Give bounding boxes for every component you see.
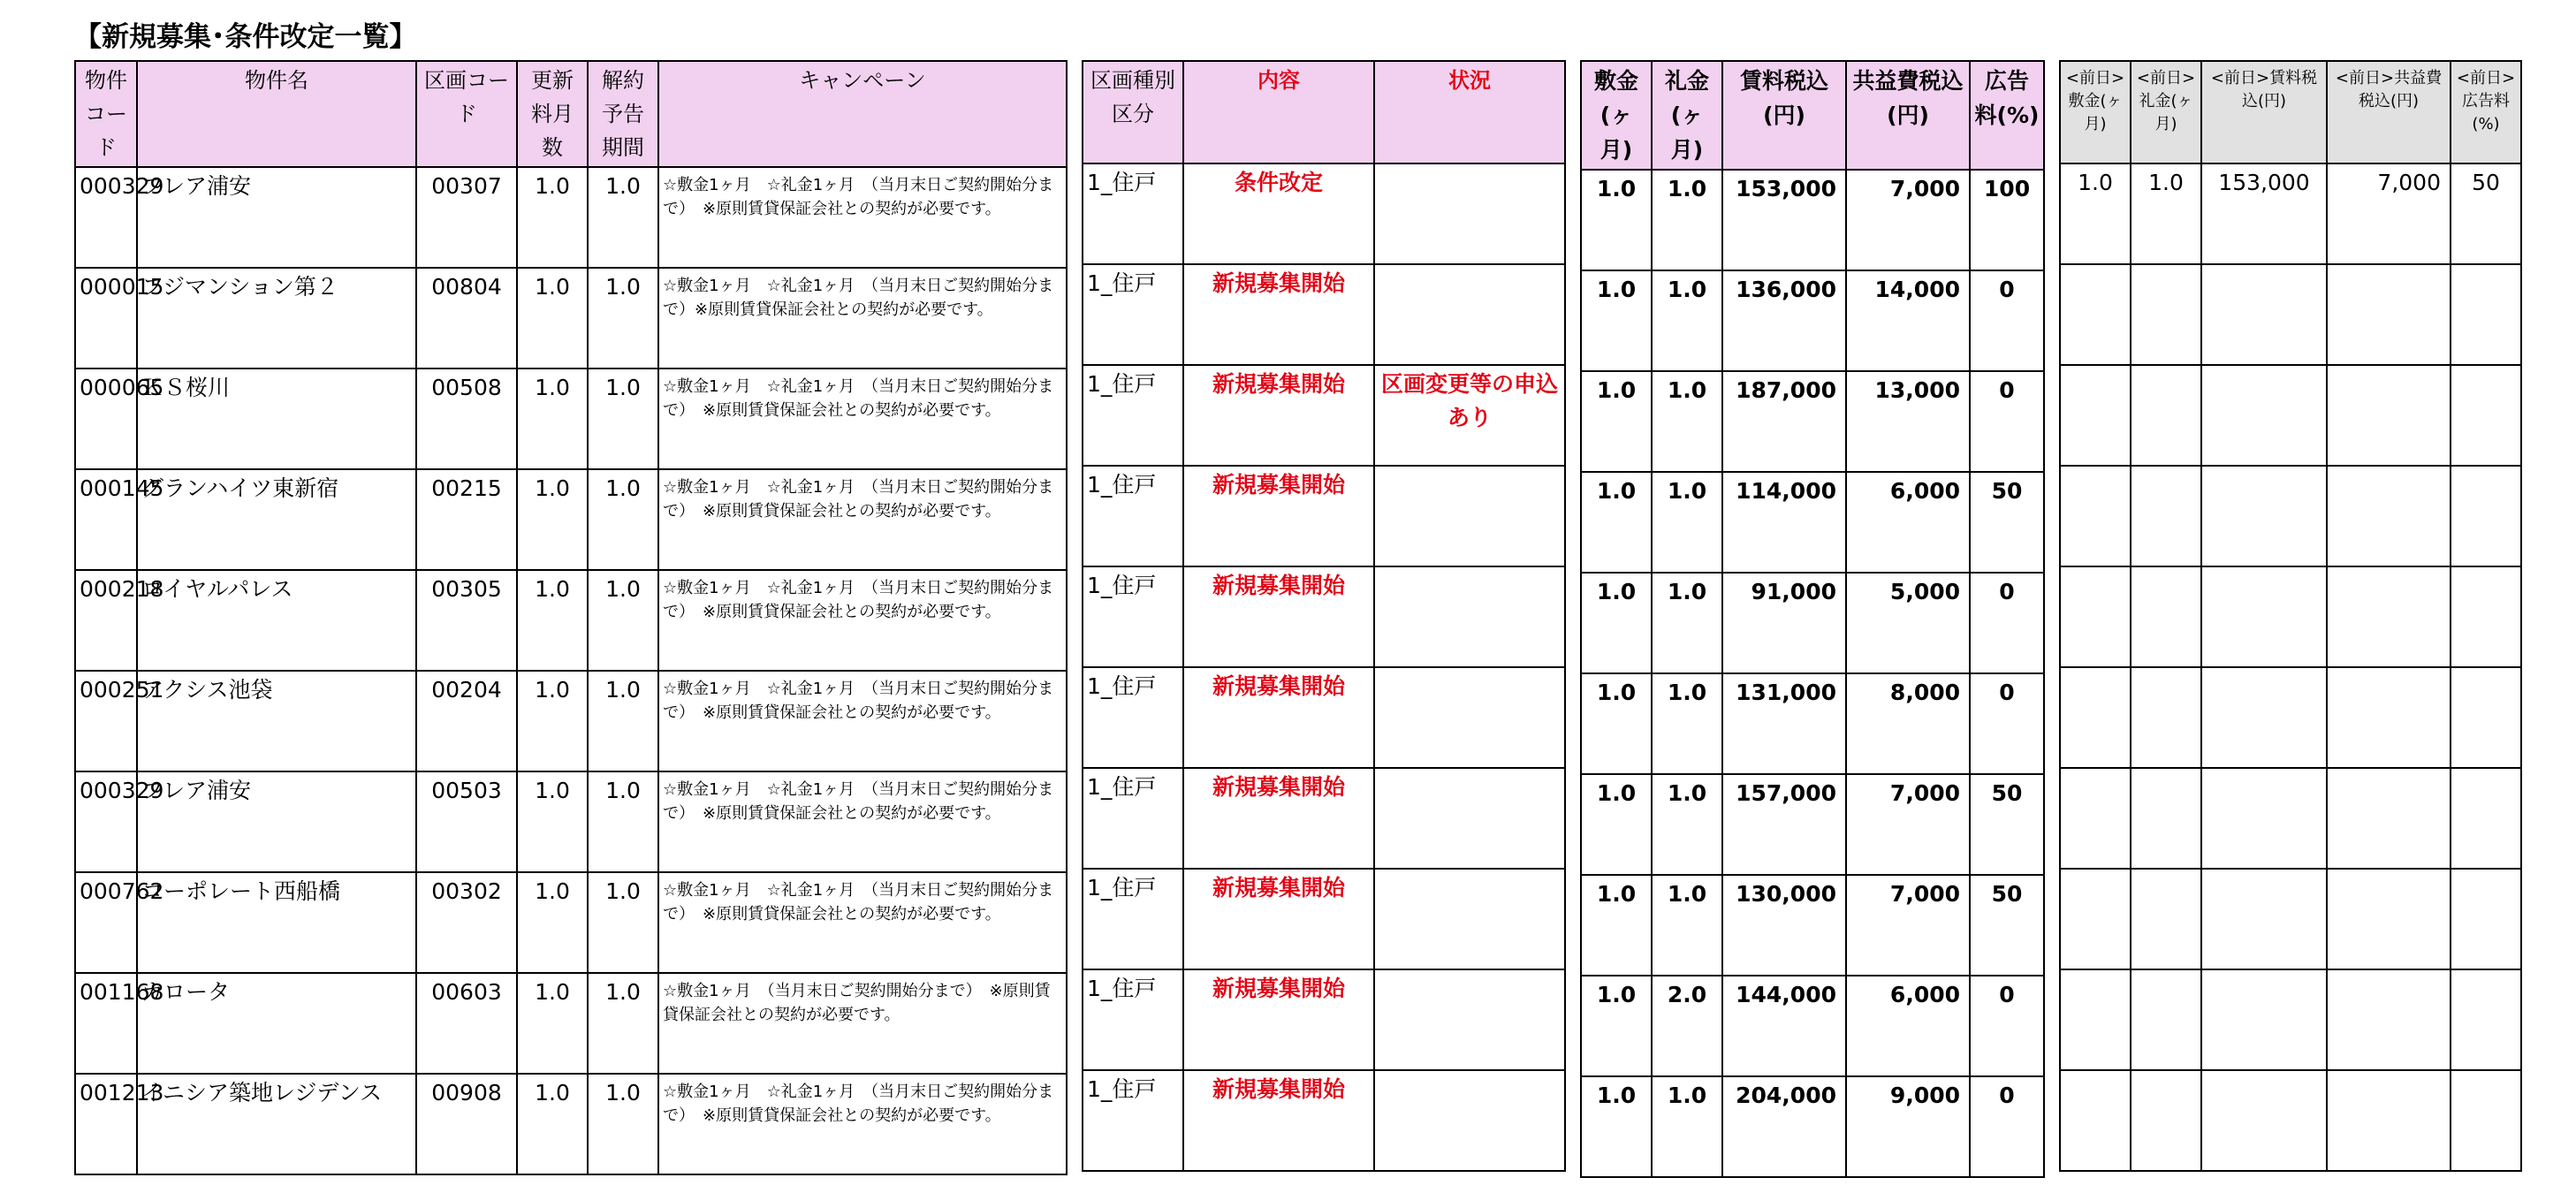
notice-period-cell: 1.0 <box>588 469 658 570</box>
unit-type-cell: 1_住戸 <box>1083 365 1183 466</box>
table-row <box>1083 969 1565 1070</box>
rent-cell: 131,000 <box>1722 673 1846 774</box>
campaign-cell: ☆敷金1ヶ月 ☆礼金1ヶ月 （当月末日ご契約開始分まで） ※原則賃貸保証会社との契約が必要です。 <box>658 570 1067 671</box>
status-cell <box>1374 264 1565 365</box>
property-table <box>74 60 1068 1175</box>
prev-deposit-cell <box>2060 365 2131 466</box>
table-row <box>2060 969 2521 1070</box>
prev-ad-fee-cell <box>2451 869 2521 969</box>
header-rent: 賃料税込(円) <box>1722 61 1846 170</box>
prev-deposit-cell <box>2060 969 2131 1070</box>
rent-cell: 136,000 <box>1722 270 1846 371</box>
table-row <box>1581 472 2044 573</box>
unit-type-cell: 1_住戸 <box>1083 667 1183 768</box>
prev-deposit-cell <box>2060 667 2131 768</box>
key-money-cell: 1.0 <box>1652 774 1722 875</box>
unit-code-cell: 00603 <box>416 973 517 1074</box>
prev-key-money-cell <box>2131 667 2201 768</box>
deposit-cell: 1.0 <box>1581 472 1652 573</box>
table-row <box>75 369 1067 469</box>
ad-fee-cell: 0 <box>1970 1076 2044 1177</box>
notice-period-cell: 1.0 <box>588 973 658 1074</box>
deposit-cell: 1.0 <box>1581 573 1652 673</box>
property-code-cell: 000015 <box>75 268 137 369</box>
renewal-months-cell: 1.0 <box>517 973 588 1074</box>
content-cell: 新規募集開始 <box>1183 1070 1374 1171</box>
table-row <box>75 167 1067 268</box>
table-row <box>1581 270 2044 371</box>
key-money-cell: 1.0 <box>1652 270 1722 371</box>
prev-rent-cell: 153,000 <box>2201 163 2327 264</box>
prev-ad-fee-cell <box>2451 566 2521 667</box>
table-row <box>1581 875 2044 976</box>
common-fee-cell: 7,000 <box>1846 774 1970 875</box>
rent-cell: 153,000 <box>1722 170 1846 270</box>
campaign-cell: ☆敷金1ヶ月 ☆礼金1ヶ月 （当月末日ご契約開始分まで） ※原則賃貸保証会社との契約が必要です。 <box>658 1074 1067 1174</box>
property-name-cell: ロイヤルパレス <box>137 570 416 671</box>
status-cell <box>1374 163 1565 264</box>
status-cell: 区画変更等の申込あり <box>1374 365 1565 466</box>
header-deposit: 敷金(ヶ月) <box>1581 61 1652 170</box>
status-cell <box>1374 768 1565 869</box>
prev-key-money-cell <box>2131 264 2201 365</box>
renewal-months-cell: 1.0 <box>517 469 588 570</box>
ad-fee-cell: 0 <box>1970 573 2044 673</box>
rent-cell: 157,000 <box>1722 774 1846 875</box>
table-row <box>1581 573 2044 673</box>
prev-ad-fee-cell <box>2451 264 2521 365</box>
content-cell: 新規募集開始 <box>1183 869 1374 969</box>
prev-key-money-cell: 1.0 <box>2131 163 2201 264</box>
content-cell: 新規募集開始 <box>1183 466 1374 566</box>
property-name-cell: イニシア築地レジデンス <box>137 1074 416 1174</box>
notice-period-cell: 1.0 <box>588 268 658 369</box>
previous-terms-table <box>2059 60 2522 1172</box>
unit-type-cell: 1_住戸 <box>1083 566 1183 667</box>
ad-fee-cell: 100 <box>1970 170 2044 270</box>
header-prev-key-money: <前日>礼金(ヶ月) <box>2131 61 2201 163</box>
key-money-cell: 1.0 <box>1652 371 1722 472</box>
header-property-code: 物件コード <box>75 61 137 167</box>
key-money-cell: 1.0 <box>1652 573 1722 673</box>
property-code-cell: 000065 <box>75 369 137 469</box>
property-name-cell: フジマンション第２ <box>137 268 416 369</box>
header-prev-ad-fee: <前日>広告料(%) <box>2451 61 2521 163</box>
table-row <box>1083 264 1565 365</box>
rent-cell: 204,000 <box>1722 1076 1846 1177</box>
header-prev-deposit: <前日>敷金(ヶ月) <box>2060 61 2131 163</box>
unit-code-cell: 00804 <box>416 268 517 369</box>
notice-period-cell: 1.0 <box>588 167 658 268</box>
renewal-months-cell: 1.0 <box>517 1074 588 1174</box>
prev-deposit-cell <box>2060 566 2131 667</box>
prev-rent-cell <box>2201 1070 2327 1171</box>
renewal-months-cell: 1.0 <box>517 771 588 872</box>
common-fee-cell: 6,000 <box>1846 976 1970 1076</box>
prev-common-fee-cell <box>2327 869 2451 969</box>
prev-common-fee-cell <box>2327 264 2451 365</box>
table-row <box>1581 774 2044 875</box>
unit-code-cell: 00508 <box>416 369 517 469</box>
content-cell: 新規募集開始 <box>1183 768 1374 869</box>
campaign-cell: ☆敷金1ヶ月 ☆礼金1ヶ月 （当月末日ご契約開始分まで） ※原則賃貸保証会社との契約が必要です。 <box>658 469 1067 570</box>
notice-period-cell: 1.0 <box>588 872 658 973</box>
campaign-cell: ☆敷金1ヶ月 ☆礼金1ヶ月 （当月末日ご契約開始分まで） ※原則賃貸保証会社との契約が必要です。 <box>658 771 1067 872</box>
prev-common-fee-cell: 7,000 <box>2327 163 2451 264</box>
table-row <box>2060 1070 2521 1171</box>
unit-code-cell: 00204 <box>416 671 517 771</box>
prev-key-money-cell <box>2131 566 2201 667</box>
table-row <box>75 1074 1067 1174</box>
unit-type-cell: 1_住戸 <box>1083 1070 1183 1171</box>
prev-key-money-cell <box>2131 1070 2201 1171</box>
key-money-cell: 2.0 <box>1652 976 1722 1076</box>
prev-deposit-cell: 1.0 <box>2060 163 2131 264</box>
header-key-money: 礼金(ヶ月) <box>1652 61 1722 170</box>
table-row <box>1581 1076 2044 1177</box>
campaign-cell: ☆敷金1ヶ月 ☆礼金1ヶ月 （当月末日ご契約開始分まで） ※原則賃貸保証会社との契約が必要です。 <box>658 369 1067 469</box>
property-code-cell: 000218 <box>75 570 137 671</box>
renewal-months-cell: 1.0 <box>517 369 588 469</box>
prev-key-money-cell <box>2131 768 2201 869</box>
table-row <box>2060 869 2521 969</box>
prev-common-fee-cell <box>2327 768 2451 869</box>
campaign-cell: ☆敷金1ヶ月 （当月末日ご契約開始分まで） ※原則賃貸保証会社との契約が必要です。 <box>658 973 1067 1074</box>
key-money-cell: 1.0 <box>1652 472 1722 573</box>
unit-type-cell: 1_住戸 <box>1083 969 1183 1070</box>
table-row <box>1083 365 1565 466</box>
header-campaign: キャンペーン <box>658 61 1067 167</box>
ad-fee-cell: 50 <box>1970 774 2044 875</box>
header-notice-period: 解約予告期間 <box>588 61 658 167</box>
prev-rent-cell <box>2201 264 2327 365</box>
table-row <box>1083 466 1565 566</box>
status-cell <box>1374 869 1565 969</box>
unit-type-cell: 1_住戸 <box>1083 869 1183 969</box>
rent-cell: 114,000 <box>1722 472 1846 573</box>
prev-common-fee-cell <box>2327 1070 2451 1171</box>
content-cell: 新規募集開始 <box>1183 264 1374 365</box>
property-name-cell: ＫＳ桜川 <box>137 369 416 469</box>
rent-cell: 144,000 <box>1722 976 1846 1076</box>
property-name-cell: コーポレート西船橋 <box>137 872 416 973</box>
content-cell: 新規募集開始 <box>1183 969 1374 1070</box>
content-cell: 条件改定 <box>1183 163 1374 264</box>
deposit-cell: 1.0 <box>1581 875 1652 976</box>
property-name-cell: フレア浦安 <box>137 167 416 268</box>
prev-deposit-cell <box>2060 1070 2131 1171</box>
table-row <box>75 771 1067 872</box>
table-row <box>2060 466 2521 566</box>
table-row <box>1083 768 1565 869</box>
rent-cell: 130,000 <box>1722 875 1846 976</box>
common-fee-cell: 13,000 <box>1846 371 1970 472</box>
key-money-cell: 1.0 <box>1652 875 1722 976</box>
property-code-cell: 001168 <box>75 973 137 1074</box>
prev-ad-fee-cell <box>2451 969 2521 1070</box>
prev-common-fee-cell <box>2327 566 2451 667</box>
table-row <box>2060 768 2521 869</box>
property-code-cell: 000762 <box>75 872 137 973</box>
notice-period-cell: 1.0 <box>588 369 658 469</box>
header-content: 内容 <box>1183 61 1374 163</box>
ad-fee-cell: 50 <box>1970 875 2044 976</box>
terms-table <box>1580 60 2045 1178</box>
property-code-cell: 000329 <box>75 771 137 872</box>
unit-type-cell: 1_住戸 <box>1083 768 1183 869</box>
table-row <box>1581 371 2044 472</box>
campaign-cell: ☆敷金1ヶ月 ☆礼金1ヶ月 （当月末日ご契約開始分まで） ※原則賃貸保証会社との契約が必要です。 <box>658 872 1067 973</box>
unit-code-cell: 00503 <box>416 771 517 872</box>
prev-key-money-cell <box>2131 365 2201 466</box>
content-cell: 新規募集開始 <box>1183 667 1374 768</box>
header-prev-common-fee: <前日>共益費税込(円) <box>2327 61 2451 163</box>
notice-period-cell: 1.0 <box>588 671 658 771</box>
header-property-name: 物件名 <box>137 61 416 167</box>
deposit-cell: 1.0 <box>1581 371 1652 472</box>
property-name-cell: アクシス池袋 <box>137 671 416 771</box>
table-row <box>2060 365 2521 466</box>
common-fee-cell: 5,000 <box>1846 573 1970 673</box>
header-ad-fee: 広告料(%) <box>1970 61 2044 170</box>
prev-ad-fee-cell <box>2451 667 2521 768</box>
renewal-months-cell: 1.0 <box>517 570 588 671</box>
deposit-cell: 1.0 <box>1581 270 1652 371</box>
prev-rent-cell <box>2201 869 2327 969</box>
unit-code-cell: 00302 <box>416 872 517 973</box>
prev-deposit-cell <box>2060 768 2131 869</box>
prev-key-money-cell <box>2131 869 2201 969</box>
status-cell <box>1374 566 1565 667</box>
rent-cell: 187,000 <box>1722 371 1846 472</box>
status-cell <box>1374 466 1565 566</box>
prev-common-fee-cell <box>2327 969 2451 1070</box>
status-table <box>1082 60 1566 1172</box>
content-cell: 新規募集開始 <box>1183 566 1374 667</box>
header-prev-rent: <前日>賃料税込(円) <box>2201 61 2327 163</box>
campaign-cell: ☆敷金1ヶ月 ☆礼金1ヶ月 （当月末日ご契約開始分まで） ※原則賃貸保証会社との契約が必要です。 <box>658 167 1067 268</box>
prev-rent-cell <box>2201 667 2327 768</box>
property-name-cell: カロータ <box>137 973 416 1074</box>
common-fee-cell: 14,000 <box>1846 270 1970 371</box>
table-row <box>75 973 1067 1074</box>
renewal-months-cell: 1.0 <box>517 671 588 771</box>
prev-ad-fee-cell <box>2451 1070 2521 1171</box>
table-row <box>75 570 1067 671</box>
renewal-months-cell: 1.0 <box>517 268 588 369</box>
prev-ad-fee-cell <box>2451 365 2521 466</box>
unit-code-cell: 00305 <box>416 570 517 671</box>
deposit-cell: 1.0 <box>1581 1076 1652 1177</box>
unit-code-cell: 00908 <box>416 1074 517 1174</box>
prev-common-fee-cell <box>2327 365 2451 466</box>
property-code-cell: 000329 <box>75 167 137 268</box>
table-row <box>75 872 1067 973</box>
prev-deposit-cell <box>2060 264 2131 365</box>
property-code-cell: 001213 <box>75 1074 137 1174</box>
common-fee-cell: 6,000 <box>1846 472 1970 573</box>
prev-key-money-cell <box>2131 466 2201 566</box>
notice-period-cell: 1.0 <box>588 771 658 872</box>
prev-ad-fee-cell <box>2451 768 2521 869</box>
content-cell: 新規募集開始 <box>1183 365 1374 466</box>
prev-deposit-cell <box>2060 869 2131 969</box>
property-code-cell: 000145 <box>75 469 137 570</box>
common-fee-cell: 9,000 <box>1846 1076 1970 1177</box>
prev-common-fee-cell <box>2327 466 2451 566</box>
key-money-cell: 1.0 <box>1652 1076 1722 1177</box>
header-common-fee: 共益費税込(円) <box>1846 61 1970 170</box>
prev-rent-cell <box>2201 466 2327 566</box>
table-row <box>1083 566 1565 667</box>
table-row <box>75 671 1067 771</box>
key-money-cell: 1.0 <box>1652 673 1722 774</box>
ad-fee-cell: 0 <box>1970 673 2044 774</box>
notice-period-cell: 1.0 <box>588 1074 658 1174</box>
table-row <box>1083 1070 1565 1171</box>
deposit-cell: 1.0 <box>1581 976 1652 1076</box>
deposit-cell: 1.0 <box>1581 673 1652 774</box>
ad-fee-cell: 0 <box>1970 371 2044 472</box>
header-renewal-months: 更新料月数 <box>517 61 588 167</box>
table-row <box>2060 264 2521 365</box>
ad-fee-cell: 0 <box>1970 976 2044 1076</box>
header-status: 状況 <box>1374 61 1565 163</box>
prev-rent-cell <box>2201 969 2327 1070</box>
prev-ad-fee-cell: 50 <box>2451 163 2521 264</box>
campaign-cell: ☆敷金1ヶ月 ☆礼金1ヶ月 （当月末日ご契約開始分まで） ※原則賃貸保証会社との契約が必要です。 <box>658 671 1067 771</box>
deposit-cell: 1.0 <box>1581 170 1652 270</box>
table-row <box>2060 163 2521 264</box>
table-row <box>1083 869 1565 969</box>
campaign-cell: ☆敷金1ヶ月 ☆礼金1ヶ月 （当月末日ご契約開始分まで）※原則賃貸保証会社との契約が必要です。 <box>658 268 1067 369</box>
property-name-cell: グランハイツ東新宿 <box>137 469 416 570</box>
header-unit-code: 区画コード <box>416 61 517 167</box>
status-cell <box>1374 1070 1565 1171</box>
prev-common-fee-cell <box>2327 667 2451 768</box>
renewal-months-cell: 1.0 <box>517 167 588 268</box>
rent-cell: 91,000 <box>1722 573 1846 673</box>
table-row <box>2060 667 2521 768</box>
table-row <box>75 268 1067 369</box>
table-row <box>1083 667 1565 768</box>
unit-code-cell: 00215 <box>416 469 517 570</box>
status-cell <box>1374 969 1565 1070</box>
unit-type-cell: 1_住戸 <box>1083 163 1183 264</box>
property-code-cell: 000251 <box>75 671 137 771</box>
unit-type-cell: 1_住戸 <box>1083 466 1183 566</box>
unit-code-cell: 00307 <box>416 167 517 268</box>
renewal-months-cell: 1.0 <box>517 872 588 973</box>
prev-key-money-cell <box>2131 969 2201 1070</box>
table-row <box>1083 163 1565 264</box>
table-row <box>2060 566 2521 667</box>
prev-rent-cell <box>2201 768 2327 869</box>
prev-ad-fee-cell <box>2451 466 2521 566</box>
page-title: 【新規募集･条件改定一覧】 <box>74 21 417 53</box>
prev-rent-cell <box>2201 566 2327 667</box>
table-row <box>1581 673 2044 774</box>
prev-rent-cell <box>2201 365 2327 466</box>
status-cell <box>1374 667 1565 768</box>
notice-period-cell: 1.0 <box>588 570 658 671</box>
table-row <box>75 469 1067 570</box>
prev-deposit-cell <box>2060 466 2131 566</box>
common-fee-cell: 7,000 <box>1846 875 1970 976</box>
table-row <box>1581 170 2044 270</box>
deposit-cell: 1.0 <box>1581 774 1652 875</box>
key-money-cell: 1.0 <box>1652 170 1722 270</box>
ad-fee-cell: 0 <box>1970 270 2044 371</box>
common-fee-cell: 7,000 <box>1846 170 1970 270</box>
property-name-cell: フレア浦安 <box>137 771 416 872</box>
unit-type-cell: 1_住戸 <box>1083 264 1183 365</box>
table-row <box>1581 976 2044 1076</box>
header-unit-type: 区画種別区分 <box>1083 61 1183 163</box>
ad-fee-cell: 50 <box>1970 472 2044 573</box>
common-fee-cell: 8,000 <box>1846 673 1970 774</box>
